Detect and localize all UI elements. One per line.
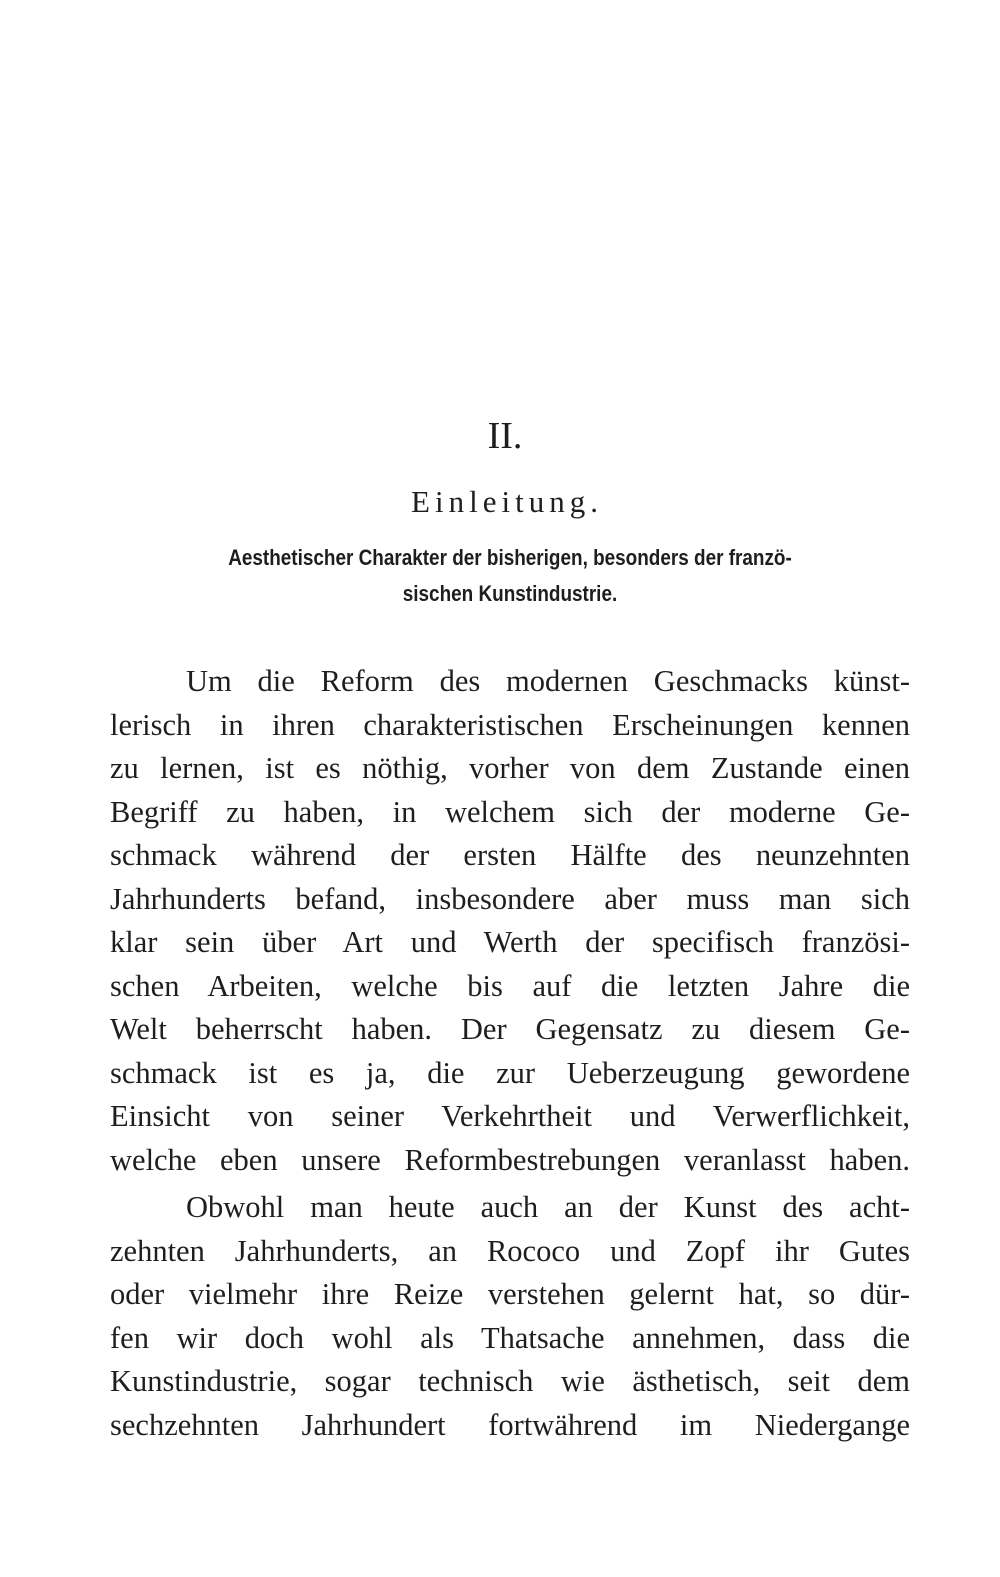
text-line: fen wir doch wohl als Thatsache annehmen, dass die bbox=[110, 1320, 910, 1355]
paragraph-2 bbox=[110, 1186, 910, 1447]
text-line: zehnten Jahrhunderts, an Rococo und Zopf ihr Gutes bbox=[110, 1233, 910, 1268]
text-line: Welt beherrscht haben. Der Gegensatz zu diesem Ge- bbox=[110, 1012, 910, 1046]
text-line: zu lernen, ist es nöthig, vorher von dem Zustande einen bbox=[110, 751, 910, 785]
subtitle-line: Aesthetischer Charakter der bisherigen, besonders der franzö- bbox=[228, 545, 792, 570]
subtitle-line: sischen Kunstindustrie. bbox=[402, 581, 618, 606]
text-line: Kunstindustrie, sogar technisch wie ästhetisch, seit dem bbox=[110, 1364, 910, 1398]
paragraph-1 bbox=[110, 660, 910, 1182]
text-line: schen Arbeiten, welche bis auf die letzten Jahre die bbox=[110, 968, 910, 1003]
text-line: Einsicht von seiner Verkehrtheit und Verwerflichkeit, bbox=[110, 1099, 910, 1133]
text-line: lerisch in ihren charakteristischen Erscheinungen kennen bbox=[110, 707, 910, 742]
text-line: Um die Reform des modernen Geschmacks künst- bbox=[186, 664, 910, 698]
text-line: schmack ist es ja, die zur Ueberzeugung gewordene bbox=[110, 1055, 910, 1090]
text-line: klar sein über Art und Werth der specifisch französi- bbox=[110, 925, 910, 959]
text-line: sechzehnten Jahrhundert fortwährend im Niedergange bbox=[110, 1407, 910, 1442]
text-line: Jahrhunderts befand, insbesondere aber muss man sich bbox=[110, 881, 910, 916]
chapter-heading: Einleitung. bbox=[411, 484, 603, 519]
text-line: welche eben unsere Reformbestrebungen veranlasst haben. bbox=[110, 1142, 910, 1177]
text-line: Obwohl man heute auch an der Kunst des acht- bbox=[186, 1190, 910, 1224]
chapter-number: II. bbox=[487, 415, 523, 457]
chapter-subtitle bbox=[166, 540, 854, 612]
text-line: schmack während der ersten Hälfte des neunzehnten bbox=[110, 838, 910, 872]
text-line: oder vielmehr ihre Reize verstehen gelernt hat, so dür- bbox=[110, 1277, 910, 1311]
text-line: Begriff zu haben, in welchem sich der moderne Ge- bbox=[110, 794, 910, 829]
